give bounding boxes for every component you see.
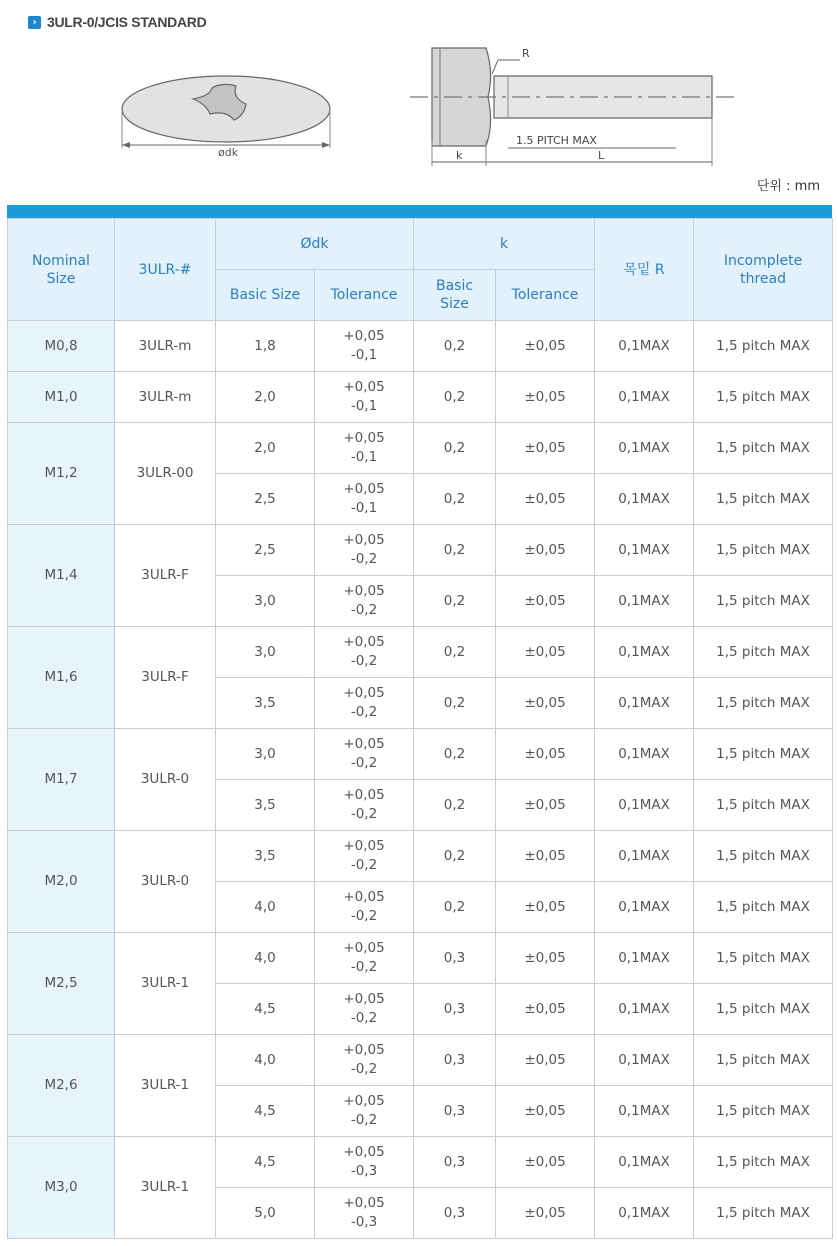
spec-table bbox=[7, 218, 833, 1239]
incomplete-thread-cell: 1,5 pitch MAX bbox=[694, 1188, 833, 1239]
tolerance-upper: +0,05 bbox=[343, 1195, 385, 1211]
nominal-size-cell: M3,0 bbox=[8, 1137, 115, 1239]
tolerance-lower: -0,2 bbox=[350, 1061, 378, 1077]
k-basic-cell: 0,2 bbox=[414, 780, 496, 831]
k-basic-cell: 0,3 bbox=[414, 1137, 496, 1188]
dk-basic-cell: 4,5 bbox=[216, 984, 315, 1035]
dk-tolerance-cell bbox=[315, 627, 414, 678]
r-cell: 0,1MAX bbox=[595, 627, 694, 678]
r-cell: 0,1MAX bbox=[595, 372, 694, 423]
dk-basic-cell: 3,5 bbox=[216, 780, 315, 831]
nominal-size-cell: M1,6 bbox=[8, 627, 115, 729]
k-tolerance-cell: ±0,05 bbox=[496, 831, 595, 882]
header-dk: Ødk bbox=[216, 219, 414, 270]
k-tolerance-cell: ±0,05 bbox=[496, 423, 595, 474]
incomplete-thread-cell: 1,5 pitch MAX bbox=[694, 576, 833, 627]
code-cell: 3ULR-F bbox=[115, 525, 216, 627]
dk-basic-cell: 4,5 bbox=[216, 1086, 315, 1137]
k-tolerance-cell: ±0,05 bbox=[496, 627, 595, 678]
dk-tolerance-cell bbox=[315, 576, 414, 627]
table-row bbox=[8, 1137, 833, 1188]
k-tolerance-cell: ±0,05 bbox=[496, 882, 595, 933]
r-cell: 0,1MAX bbox=[595, 933, 694, 984]
dk-basic-cell: 3,0 bbox=[216, 576, 315, 627]
table-row bbox=[8, 729, 833, 780]
dk-basic-cell: 3,0 bbox=[216, 627, 315, 678]
dk-basic-cell: 3,5 bbox=[216, 678, 315, 729]
tolerance-upper: +0,05 bbox=[343, 940, 385, 956]
r-cell: 0,1MAX bbox=[595, 576, 694, 627]
table-row bbox=[8, 321, 833, 372]
dk-tolerance-cell bbox=[315, 729, 414, 780]
header-dk-basic-size: Basic Size bbox=[216, 270, 315, 321]
nominal-size-cell: M0,8 bbox=[8, 321, 115, 372]
incomplete-thread-cell: 1,5 pitch MAX bbox=[694, 525, 833, 576]
tolerance-upper: +0,05 bbox=[343, 379, 385, 395]
screw-head-top-view bbox=[122, 76, 330, 148]
nominal-size-cell: M1,4 bbox=[8, 525, 115, 627]
k-basic-cell: 0,3 bbox=[414, 933, 496, 984]
k-tolerance-cell: ±0,05 bbox=[496, 678, 595, 729]
k-basic-cell: 0,2 bbox=[414, 729, 496, 780]
dk-basic-cell: 4,0 bbox=[216, 882, 315, 933]
r-cell: 0,1MAX bbox=[595, 678, 694, 729]
k-basic-cell: 0,2 bbox=[414, 372, 496, 423]
tolerance-upper: +0,05 bbox=[343, 583, 385, 599]
tolerance-upper: +0,05 bbox=[343, 838, 385, 854]
dk-basic-cell: 3,5 bbox=[216, 831, 315, 882]
nominal-size-cell: M1,7 bbox=[8, 729, 115, 831]
table-row bbox=[8, 1035, 833, 1086]
k-basic-cell: 0,3 bbox=[414, 1086, 496, 1137]
table-body bbox=[8, 321, 833, 1239]
dk-dimension-label: ødk bbox=[218, 146, 239, 159]
tolerance-upper: +0,05 bbox=[343, 1144, 385, 1160]
incomplete-thread-cell: 1,5 pitch MAX bbox=[694, 831, 833, 882]
tolerance-upper: +0,05 bbox=[343, 430, 385, 446]
k-tolerance-cell: ±0,05 bbox=[496, 525, 595, 576]
table-row bbox=[8, 525, 833, 576]
k-tolerance-cell: ±0,05 bbox=[496, 1035, 595, 1086]
dk-tolerance-cell bbox=[315, 474, 414, 525]
incomplete-thread-cell: 1,5 pitch MAX bbox=[694, 627, 833, 678]
tolerance-upper: +0,05 bbox=[343, 634, 385, 650]
r-cell: 0,1MAX bbox=[595, 1035, 694, 1086]
r-cell: 0,1MAX bbox=[595, 1188, 694, 1239]
dk-tolerance-cell bbox=[315, 1137, 414, 1188]
dk-tolerance-cell bbox=[315, 1035, 414, 1086]
code-cell: 3ULR-m bbox=[115, 321, 216, 372]
table-row bbox=[8, 933, 833, 984]
l-dimension-label: L bbox=[598, 149, 605, 162]
dk-tolerance-cell bbox=[315, 882, 414, 933]
dk-tolerance-cell bbox=[315, 372, 414, 423]
section-heading bbox=[28, 14, 206, 30]
tolerance-upper: +0,05 bbox=[343, 991, 385, 1007]
dk-basic-cell: 4,5 bbox=[216, 1137, 315, 1188]
tolerance-upper: +0,05 bbox=[343, 532, 385, 548]
tolerance-upper: +0,05 bbox=[343, 889, 385, 905]
k-tolerance-cell: ±0,05 bbox=[496, 780, 595, 831]
k-tolerance-cell: ±0,05 bbox=[496, 321, 595, 372]
pitch-max-label: 1.5 PITCH MAX bbox=[516, 134, 597, 147]
dk-tolerance-cell bbox=[315, 1086, 414, 1137]
k-basic-cell: 0,2 bbox=[414, 525, 496, 576]
r-cell: 0,1MAX bbox=[595, 1086, 694, 1137]
tolerance-lower: -0,3 bbox=[350, 1214, 378, 1230]
tolerance-lower: -0,2 bbox=[350, 602, 378, 618]
incomplete-thread-cell: 1,5 pitch MAX bbox=[694, 1035, 833, 1086]
incomplete-thread-cell: 1,5 pitch MAX bbox=[694, 474, 833, 525]
header-r: 목밑 R bbox=[595, 219, 694, 321]
tolerance-lower: -0,2 bbox=[350, 806, 378, 822]
tolerance-upper: +0,05 bbox=[343, 685, 385, 701]
r-cell: 0,1MAX bbox=[595, 984, 694, 1035]
incomplete-thread-cell: 1,5 pitch MAX bbox=[694, 984, 833, 1035]
nominal-size-cell: M2,0 bbox=[8, 831, 115, 933]
tolerance-lower: -0,2 bbox=[350, 1010, 378, 1026]
tolerance-lower: -0,1 bbox=[350, 500, 378, 516]
k-tolerance-cell: ±0,05 bbox=[496, 933, 595, 984]
tolerance-lower: -0,2 bbox=[350, 755, 378, 771]
k-tolerance-cell: ±0,05 bbox=[496, 1188, 595, 1239]
tolerance-lower: -0,3 bbox=[350, 1163, 378, 1179]
k-basic-cell: 0,3 bbox=[414, 984, 496, 1035]
screw-drawing bbox=[0, 36, 838, 196]
dk-tolerance-cell bbox=[315, 984, 414, 1035]
dk-basic-cell: 1,8 bbox=[216, 321, 315, 372]
r-cell: 0,1MAX bbox=[595, 780, 694, 831]
r-cell: 0,1MAX bbox=[595, 525, 694, 576]
k-basic-cell: 0,2 bbox=[414, 576, 496, 627]
k-tolerance-cell: ±0,05 bbox=[496, 372, 595, 423]
tolerance-lower: -0,1 bbox=[350, 347, 378, 363]
nominal-size-cell: M2,6 bbox=[8, 1035, 115, 1137]
table-row bbox=[8, 831, 833, 882]
incomplete-thread-cell: 1,5 pitch MAX bbox=[694, 729, 833, 780]
r-cell: 0,1MAX bbox=[595, 831, 694, 882]
dk-basic-cell: 5,0 bbox=[216, 1188, 315, 1239]
k-basic-cell: 0,2 bbox=[414, 882, 496, 933]
dk-tolerance-cell bbox=[315, 321, 414, 372]
tolerance-lower: -0,2 bbox=[350, 551, 378, 567]
incomplete-thread-cell: 1,5 pitch MAX bbox=[694, 882, 833, 933]
incomplete-thread-cell: 1,5 pitch MAX bbox=[694, 321, 833, 372]
r-cell: 0,1MAX bbox=[595, 321, 694, 372]
r-label: R bbox=[522, 47, 530, 60]
dk-basic-cell: 4,0 bbox=[216, 1035, 315, 1086]
tolerance-upper: +0,05 bbox=[343, 1042, 385, 1058]
tolerance-upper: +0,05 bbox=[343, 481, 385, 497]
k-basic-cell: 0,2 bbox=[414, 321, 496, 372]
tolerance-lower: -0,2 bbox=[350, 1112, 378, 1128]
nominal-size-cell: M1,0 bbox=[8, 372, 115, 423]
tolerance-lower: -0,2 bbox=[350, 653, 378, 669]
k-basic-cell: 0,3 bbox=[414, 1035, 496, 1086]
nominal-size-cell: M1,2 bbox=[8, 423, 115, 525]
header-k: k bbox=[414, 219, 595, 270]
k-tolerance-cell: ±0,05 bbox=[496, 576, 595, 627]
k-tolerance-cell: ±0,05 bbox=[496, 729, 595, 780]
dk-basic-cell: 2,0 bbox=[216, 372, 315, 423]
incomplete-thread-cell: 1,5 pitch MAX bbox=[694, 372, 833, 423]
incomplete-thread-cell: 1,5 pitch MAX bbox=[694, 678, 833, 729]
code-cell: 3ULR-00 bbox=[115, 423, 216, 525]
dk-basic-cell: 2,5 bbox=[216, 525, 315, 576]
dk-basic-cell: 4,0 bbox=[216, 933, 315, 984]
code-cell: 3ULR-m bbox=[115, 372, 216, 423]
header-k-basic-size: Basic Size bbox=[414, 270, 496, 321]
incomplete-thread-cell: 1,5 pitch MAX bbox=[694, 1086, 833, 1137]
dk-tolerance-cell bbox=[315, 423, 414, 474]
tolerance-upper: +0,05 bbox=[343, 787, 385, 803]
k-tolerance-cell: ±0,05 bbox=[496, 984, 595, 1035]
header-code: 3ULR-# bbox=[115, 219, 216, 321]
k-basic-cell: 0,2 bbox=[414, 627, 496, 678]
r-cell: 0,1MAX bbox=[595, 729, 694, 780]
chevron-right-icon: › bbox=[28, 16, 41, 29]
r-cell: 0,1MAX bbox=[595, 423, 694, 474]
table-row bbox=[8, 423, 833, 474]
r-cell: 0,1MAX bbox=[595, 1137, 694, 1188]
code-cell: 3ULR-1 bbox=[115, 933, 216, 1035]
tolerance-lower: -0,2 bbox=[350, 908, 378, 924]
dk-basic-cell: 2,0 bbox=[216, 423, 315, 474]
tolerance-lower: -0,1 bbox=[350, 449, 378, 465]
incomplete-thread-cell: 1,5 pitch MAX bbox=[694, 423, 833, 474]
incomplete-thread-cell: 1,5 pitch MAX bbox=[694, 780, 833, 831]
tolerance-upper: +0,05 bbox=[343, 1093, 385, 1109]
header-incomplete-thread: Incomplete thread bbox=[694, 219, 833, 321]
table-top-bar bbox=[7, 205, 832, 218]
dk-tolerance-cell bbox=[315, 933, 414, 984]
code-cell: 3ULR-F bbox=[115, 627, 216, 729]
k-basic-cell: 0,3 bbox=[414, 1188, 496, 1239]
header-nominal-size: Nominal Size bbox=[8, 219, 115, 321]
dk-tolerance-cell bbox=[315, 525, 414, 576]
header-dk-tolerance: Tolerance bbox=[315, 270, 414, 321]
r-cell: 0,1MAX bbox=[595, 474, 694, 525]
page-title: 3ULR-0/JCIS STANDARD bbox=[47, 14, 207, 30]
dk-tolerance-cell bbox=[315, 1188, 414, 1239]
code-cell: 3ULR-1 bbox=[115, 1035, 216, 1137]
k-tolerance-cell: ±0,05 bbox=[496, 1137, 595, 1188]
tolerance-lower: -0,1 bbox=[350, 398, 378, 414]
r-cell: 0,1MAX bbox=[595, 882, 694, 933]
k-tolerance-cell: ±0,05 bbox=[496, 1086, 595, 1137]
k-basic-cell: 0,2 bbox=[414, 678, 496, 729]
dk-tolerance-cell bbox=[315, 780, 414, 831]
k-basic-cell: 0,2 bbox=[414, 831, 496, 882]
table-row bbox=[8, 627, 833, 678]
dk-tolerance-cell bbox=[315, 678, 414, 729]
tolerance-upper: +0,05 bbox=[343, 328, 385, 344]
tolerance-lower: -0,2 bbox=[350, 959, 378, 975]
k-basic-cell: 0,2 bbox=[414, 423, 496, 474]
dk-tolerance-cell bbox=[315, 831, 414, 882]
k-tolerance-cell: ±0,05 bbox=[496, 474, 595, 525]
dk-basic-cell: 2,5 bbox=[216, 474, 315, 525]
k-basic-cell: 0,2 bbox=[414, 474, 496, 525]
k-dimension-label: k bbox=[456, 149, 463, 162]
incomplete-thread-cell: 1,5 pitch MAX bbox=[694, 933, 833, 984]
header-k-tolerance: Tolerance bbox=[496, 270, 595, 321]
code-cell: 3ULR-0 bbox=[115, 729, 216, 831]
table-row bbox=[8, 372, 833, 423]
nominal-size-cell: M2,5 bbox=[8, 933, 115, 1035]
incomplete-thread-cell: 1,5 pitch MAX bbox=[694, 1137, 833, 1188]
tolerance-lower: -0,2 bbox=[350, 857, 378, 873]
unit-label: 단위 : mm bbox=[756, 179, 820, 194]
code-cell: 3ULR-0 bbox=[115, 831, 216, 933]
dk-basic-cell: 3,0 bbox=[216, 729, 315, 780]
code-cell: 3ULR-1 bbox=[115, 1137, 216, 1239]
table-header bbox=[8, 219, 833, 321]
tolerance-upper: +0,05 bbox=[343, 736, 385, 752]
tolerance-lower: -0,2 bbox=[350, 704, 378, 720]
